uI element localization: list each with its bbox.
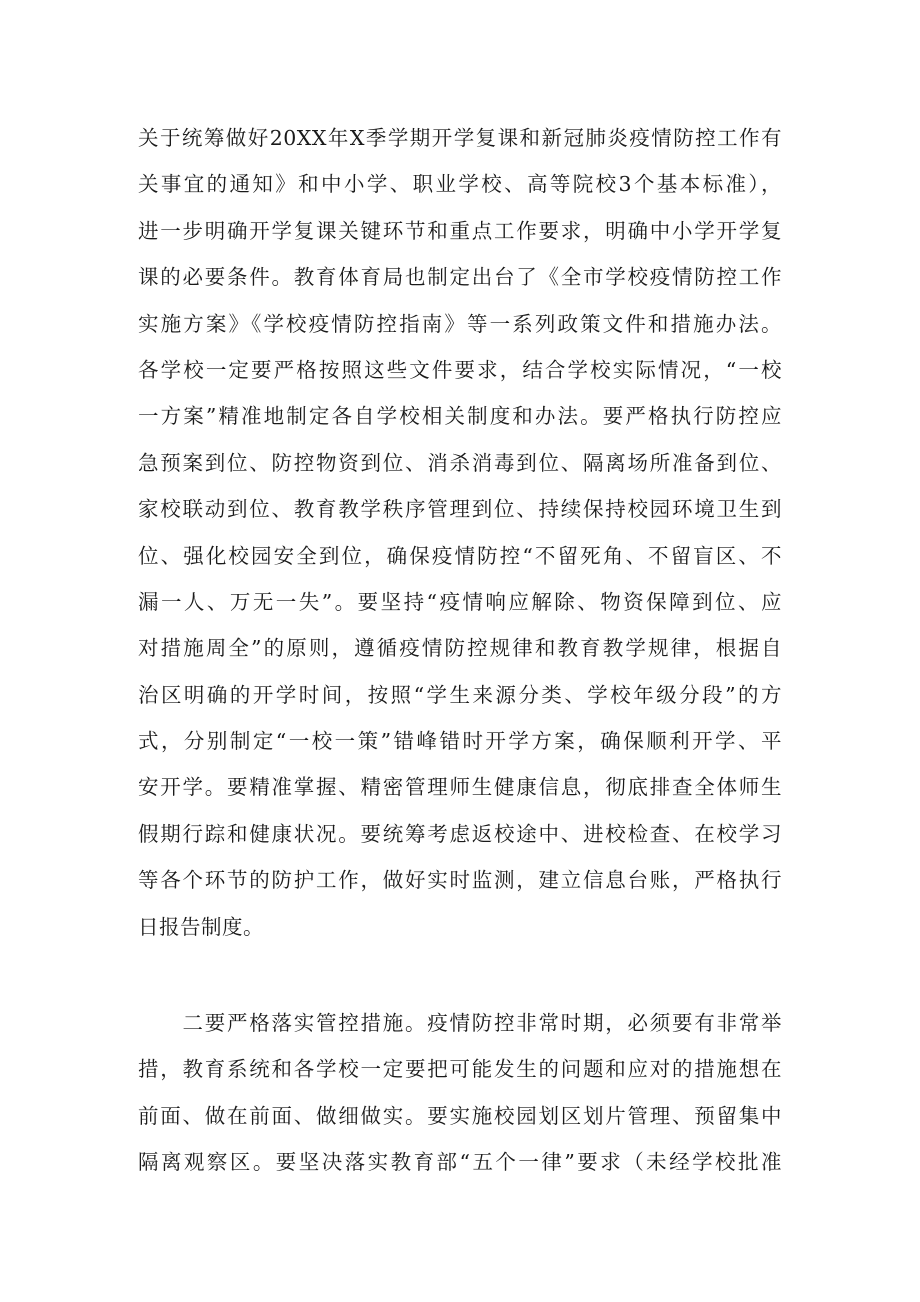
paragraph-1-line: 位、强化校园安全到位，确保疫情防控“不留死角、不留盲区、不 — [138, 543, 782, 568]
paragraph-1-line: 进一步明确开学复课关键环节和重点工作要求，明确中小学开学复 — [138, 218, 782, 243]
paragraph-2-line: 隔离观察区。要坚决落实教育部“五个一律”要求（未经学校批准 — [138, 1150, 782, 1175]
paragraph-1-line: 关事宜的通知》和中小学、职业学校、高等院校3个基本标准）， — [138, 172, 782, 197]
paragraph-2-line: 措，教育系统和各学校一定要把可能发生的问题和应对的措施想在 — [138, 1057, 782, 1082]
paragraph-2 — [138, 1007, 782, 1193]
paragraph-1-line: 各学校一定要严格按照这些文件要求，结合学校实际情况，“一校 — [138, 357, 782, 382]
paragraph-1-line: 式，分别制定“一校一策”错峰错时开学方案，确保顺利开学、平 — [138, 729, 782, 754]
paragraph-1-line: 对措施周全”的原则，遵循疫情防控规律和教育教学规律，根据自 — [138, 636, 782, 661]
paragraph-1 — [138, 122, 782, 957]
paragraph-1-line: 等各个环节的防护工作，做好实时监测，建立信息台账，严格执行 — [138, 868, 782, 893]
paragraph-1-line: 关于统筹做好20XX年X季学期开学复课和新冠肺炎疫情防控工作有 — [138, 126, 782, 150]
paragraph-1-line: 假期行踪和健康状况。要统筹考虑返校途中、进校检查、在校学习 — [138, 821, 782, 846]
paragraph-2-line: 前面、做在前面、做细做实。要实施校园划区划片管理、预留集中 — [138, 1103, 782, 1128]
paragraph-1-line: 漏一人、万无一失”。要坚持“疫情响应解除、物资保障到位、应 — [138, 589, 782, 614]
paragraph-1-line: 急预案到位、防控物资到位、消杀消毒到位、隔离场所准备到位、 — [138, 450, 782, 475]
paragraph-1-line: 一方案”精准地制定各自学校相关制度和办法。要严格执行防控应 — [138, 404, 782, 429]
paragraph-1-line: 治区明确的开学时间，按照“学生来源分类、学校年级分段”的方 — [138, 682, 782, 707]
paragraph-1-line: 家校联动到位、教育教学秩序管理到位、持续保持校园环境卫生到 — [138, 497, 782, 522]
paragraph-2-line: 二要严格落实管控措施。疫情防控非常时期，必须要有非常举 — [138, 1011, 782, 1035]
paragraph-1-line: 日报告制度。 — [138, 914, 264, 939]
paragraph-1-line: 实施方案》《学校疫情防控指南》等一系列政策文件和措施办法。 — [138, 311, 782, 336]
paragraph-1-line: 课的必要条件。教育体育局也制定出台了《全市学校疫情防控工作 — [138, 265, 782, 290]
paragraph-1-line: 安开学。要精准掌握、精密管理师生健康信息，彻底排查全体师生 — [138, 775, 782, 800]
